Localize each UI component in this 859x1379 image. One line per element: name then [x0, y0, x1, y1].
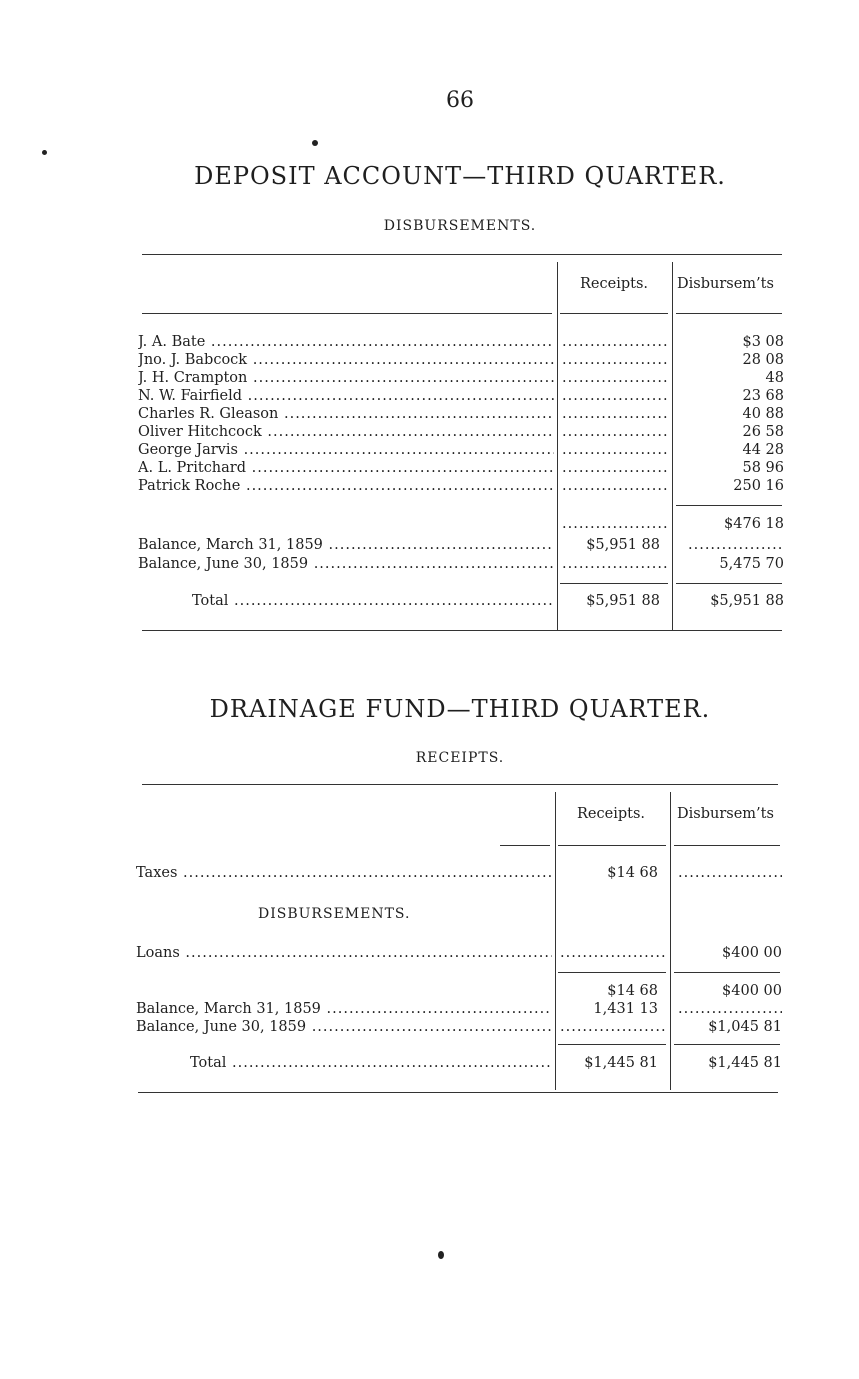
- disbursement-amount: 23 68: [742, 388, 784, 404]
- disbursement-amount: 48: [765, 370, 784, 386]
- balance-june-row: [0, 1018, 859, 1036]
- ink-speck: [42, 150, 47, 155]
- table-top-rule: [142, 784, 778, 785]
- receipts-leader: [562, 441, 668, 459]
- payee-name: Patrick Roche .....: [138, 477, 554, 495]
- receipts-leader: [562, 555, 668, 573]
- total-receipts: $5,951 88: [586, 593, 660, 609]
- total-receipts: $1,445 81: [584, 1055, 658, 1071]
- payee-name: George Jarvis .....: [138, 441, 554, 459]
- deposit-disbursements-subtitle: DISBURSEMENTS.: [383, 218, 537, 234]
- balance-june-label: Balance, June 30, 1859 .....: [138, 555, 554, 573]
- table-row: [0, 387, 859, 405]
- taxes-label: Taxes .....: [136, 864, 552, 882]
- total-rule: [558, 1044, 666, 1045]
- subtotal-row: [0, 515, 859, 533]
- deposit-account-title: DEPOSIT ACCOUNT—THIRD QUARTER.: [194, 162, 726, 190]
- disbursements-column-header: Disbursem’ts: [677, 276, 774, 292]
- drainage-fund-title: DRAINAGE FUND—THIRD QUARTER.: [209, 695, 711, 723]
- payee-name: Oliver Hitchcock .....: [138, 423, 554, 441]
- header-rule: [674, 845, 780, 846]
- total-label: Total .....: [192, 592, 554, 610]
- taxes-receipts: $14 68: [607, 865, 658, 881]
- subtotal-receipts: $14 68: [607, 983, 658, 999]
- total-row: [0, 1054, 859, 1072]
- disbursements-subheading-row: [0, 905, 859, 923]
- receipts-leader: [562, 423, 668, 441]
- total-rule: [560, 583, 668, 584]
- payee-name: A. L. Pritchard .....: [138, 459, 554, 477]
- subtotal-rule: [676, 505, 782, 506]
- subtotal-row: [0, 982, 859, 1000]
- table-row: [0, 423, 859, 441]
- disbursements-leader: [678, 1000, 782, 1018]
- header-rule: [500, 845, 550, 846]
- receipts-leader: [562, 387, 668, 405]
- table-row: [0, 477, 859, 495]
- payee-name: J. A. Bate .....: [138, 333, 554, 351]
- receipts-leader: [562, 477, 668, 495]
- payee-name: Charles R. Gleason .....: [138, 405, 554, 423]
- taxes-row: [0, 864, 859, 882]
- balance-march-label: Balance, March 31, 1859 .....: [136, 1000, 552, 1018]
- table-row: [0, 459, 859, 477]
- payee-name: N. W. Fairfield .....: [138, 387, 554, 405]
- header-rule: [142, 313, 552, 314]
- loans-label: Loans .....: [136, 944, 552, 962]
- table-row: [0, 369, 859, 387]
- disbursements-leader: [678, 864, 782, 882]
- total-disbursements: $5,951 88: [710, 593, 784, 609]
- balance-june-label: Balance, June 30, 1859 .....: [136, 1018, 552, 1036]
- receipts-column-header: Receipts.: [580, 276, 648, 292]
- total-disbursements: $1,445 81: [708, 1055, 782, 1071]
- subtotal-disbursements: $400 00: [722, 983, 782, 999]
- total-row: [0, 592, 859, 610]
- table-row: [0, 333, 859, 351]
- subtotal-rule: [558, 972, 666, 973]
- total-rule: [676, 583, 782, 584]
- header-rule: [676, 313, 782, 314]
- balance-march-label: Balance, March 31, 1859 .....: [138, 536, 554, 554]
- loans-disbursements: $400 00: [722, 945, 782, 961]
- balance-june-disbursements: 5,475 70: [719, 556, 784, 572]
- balance-march-receipts: $5,951 88: [586, 537, 660, 553]
- table-row: [0, 441, 859, 459]
- receipts-leader: [562, 459, 668, 477]
- table-row: [0, 405, 859, 423]
- disbursement-amount: 58 96: [742, 460, 784, 476]
- drainage-disbursements-subtitle: DISBURSEMENTS.: [258, 906, 411, 922]
- disbursement-amount: 26 58: [742, 424, 784, 440]
- loans-row: [0, 944, 859, 962]
- receipts-column-header: Receipts.: [577, 806, 645, 822]
- ink-speck: [438, 1251, 444, 1259]
- disbursement-amount: 40 88: [742, 406, 784, 422]
- balance-june-disbursements: $1,045 81: [708, 1019, 782, 1035]
- receipts-leader: [560, 1018, 666, 1036]
- payee-name: Jno. J. Babcock .....: [138, 351, 554, 369]
- receipts-leader: [562, 369, 668, 387]
- table-bottom-rule: [138, 1092, 778, 1093]
- drainage-receipts-subtitle: RECEIPTS.: [415, 750, 505, 766]
- payee-name: J. H. Crampton .....: [138, 369, 554, 387]
- balance-march-receipts: 1,431 13: [593, 1001, 658, 1017]
- header-rule: [560, 313, 668, 314]
- table-row: [0, 351, 859, 369]
- table-bottom-rule: [142, 630, 782, 631]
- disbursement-amount: $3 08: [742, 334, 784, 350]
- balance-march-row: [0, 1000, 859, 1018]
- column-divider: [555, 792, 556, 1090]
- subtotal-rule: [674, 972, 780, 973]
- disbursements-leader: [688, 536, 784, 554]
- disbursement-amount: 250 16: [733, 478, 784, 494]
- disbursements-column-header: Disbursem’ts: [677, 806, 774, 822]
- receipts-leader: [562, 405, 668, 423]
- page-number: 66: [446, 88, 474, 113]
- total-rule: [674, 1044, 780, 1045]
- disbursement-amount: 44 28: [742, 442, 784, 458]
- receipts-leader: [562, 515, 668, 533]
- receipts-leader: [562, 333, 668, 351]
- receipts-leader: [562, 351, 668, 369]
- balance-march-row: [0, 536, 859, 554]
- receipts-leader: [560, 944, 666, 962]
- ink-speck: [312, 140, 318, 146]
- subtotal-disbursements: $476 18: [724, 516, 784, 532]
- header-rule: [558, 845, 666, 846]
- total-label: Total .....: [190, 1054, 552, 1072]
- balance-june-row: [0, 555, 859, 573]
- table-top-rule: [142, 254, 782, 255]
- column-divider: [670, 792, 671, 1090]
- disbursement-amount: 28 08: [742, 352, 784, 368]
